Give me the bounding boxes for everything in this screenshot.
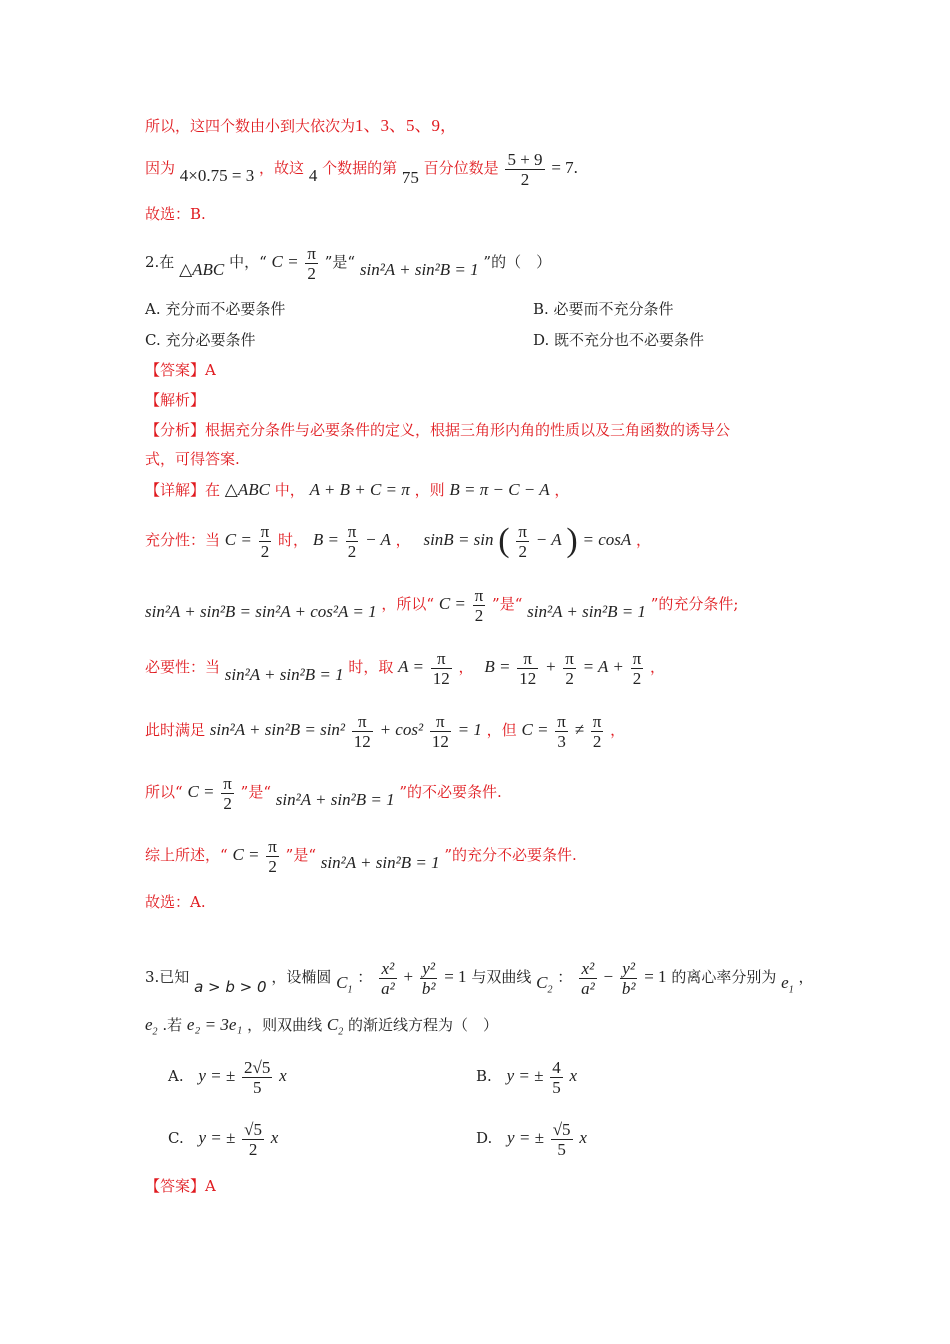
denominator: b² <box>421 978 436 998</box>
math-expr: sin²A + sin²B = 1 <box>275 790 395 809</box>
math-expr: + cos² <box>379 720 424 739</box>
text: ，设椭圆 <box>271 968 332 986</box>
text: ， <box>650 658 666 676</box>
fraction <box>555 712 568 751</box>
math-expr: sin²A + sin²B = 1 <box>359 260 479 279</box>
math-expr: x <box>279 1066 287 1085</box>
q2-analysis-tag: 【解析】 <box>145 391 206 409</box>
fraction <box>242 1120 264 1159</box>
numerator: x² <box>579 959 597 979</box>
numerator: y² <box>420 959 438 979</box>
text: ， <box>610 721 626 739</box>
numerator: π <box>352 712 373 732</box>
denominator: 5 <box>252 1077 262 1097</box>
text: 所以“ <box>145 783 183 801</box>
numerator: √5 <box>552 1119 571 1139</box>
denominator: 2 <box>347 541 357 561</box>
denominator: 2 <box>592 731 602 751</box>
math-expr: e <box>781 973 789 992</box>
math-expr: ≠ <box>574 720 584 739</box>
math-expr: − <box>603 967 614 986</box>
text: ， <box>798 968 814 986</box>
numerator: x² <box>379 959 397 979</box>
math-expr: sin²A + sin²B = 1 <box>224 665 344 684</box>
numerator: π <box>557 711 566 731</box>
fraction <box>620 959 638 998</box>
text: ”的充分条件; <box>650 595 739 613</box>
subscript: 2 <box>152 1026 158 1038</box>
denominator: 12 <box>431 731 449 751</box>
math-expr: C <box>326 1015 339 1034</box>
math-expr: y = ± <box>198 1128 236 1147</box>
q2-analysis-line-1: 【分析】根据充分条件与必要条件的定义，根据三角形内角的性质以及三角函数的诱导公 <box>145 421 731 439</box>
text: ： <box>557 968 573 986</box>
math-expr: sin²A + sin²B = 1 <box>527 602 646 621</box>
fraction <box>305 244 318 283</box>
fraction <box>242 1058 272 1097</box>
numerator: π <box>260 521 270 541</box>
prev-conclusion: 故选：B. <box>145 205 206 223</box>
text: 中，“ <box>229 253 267 271</box>
math-expr: sin²A + sin²B = sin²A + cos²A = 1 <box>145 602 377 621</box>
denominator: 2 <box>520 169 530 189</box>
prev-line-2 <box>145 148 578 189</box>
option-d[interactable]: D. 既不充分也不必要条件 <box>533 331 705 349</box>
subscript: 2 <box>338 1026 344 1038</box>
text: .若 <box>162 1016 183 1034</box>
q3-answer: 【答案】A <box>145 1177 216 1195</box>
math-expr: e₂ = 3e₁ <box>186 1015 243 1034</box>
q2-line-4 <box>145 580 738 628</box>
math-expr: sin²A + sin²B = 1 <box>320 853 440 872</box>
numerator: π <box>592 711 602 731</box>
numerator: π <box>565 648 574 668</box>
math-expr: C = <box>224 530 252 549</box>
text: 【详解】在 <box>145 481 221 499</box>
fraction <box>505 150 544 189</box>
math-expr: C <box>536 973 548 992</box>
numerator: π <box>307 243 316 263</box>
math-expr: + <box>403 967 414 986</box>
q3-stem-line-2 <box>145 1014 498 1043</box>
q2-therefore-line <box>145 768 502 816</box>
math-expr: C <box>336 973 348 992</box>
denominator: 3 <box>557 731 566 751</box>
text: 中， <box>274 481 305 499</box>
math-expr: 4 <box>308 166 318 185</box>
denominator: a² <box>581 978 595 998</box>
numerator: 2√5 <box>244 1057 271 1077</box>
text: ，所以“ <box>381 595 435 613</box>
math-expr: B = <box>484 657 511 676</box>
math-expr: C = <box>521 720 549 739</box>
q3-option-a[interactable] <box>168 1052 287 1100</box>
q2-detail-line <box>145 479 569 501</box>
text: ， <box>636 531 652 549</box>
text: ”的（ ） <box>483 253 552 271</box>
text: 的渐近线方程为（ ） <box>347 1016 498 1034</box>
text: ， <box>554 481 570 499</box>
fraction <box>221 774 234 813</box>
denominator: 2 <box>260 541 270 561</box>
paren-close: ) <box>566 522 578 559</box>
math-expr: a > b > 0 <box>194 978 267 996</box>
denominator: 2 <box>565 668 574 688</box>
option-c[interactable]: C. 充分必要条件 <box>145 331 256 349</box>
math-expr: A + B + C = π <box>309 480 410 499</box>
math-expr: y = ± <box>507 1128 544 1147</box>
math-expr: = 7. <box>551 158 578 177</box>
denominator: 5 <box>557 1139 566 1159</box>
q2-satisfy-line <box>145 706 625 754</box>
text: 与双曲线 <box>471 968 532 986</box>
numerator: π <box>632 648 642 668</box>
fraction <box>420 959 438 998</box>
text: ”的充分不必要条件. <box>444 846 577 864</box>
fraction <box>579 959 597 998</box>
math-expr: B = π − C − A <box>449 480 550 499</box>
denominator: 12 <box>519 668 537 688</box>
fraction <box>266 837 279 876</box>
text: ”是“ <box>492 595 523 613</box>
fraction <box>346 522 359 561</box>
text: 充分性：当 <box>145 531 221 549</box>
text: ： <box>357 968 373 986</box>
math-expr: − A <box>535 530 562 549</box>
fraction <box>379 959 397 998</box>
text: 时， <box>278 531 309 549</box>
math-expr: x <box>569 1066 578 1085</box>
q3-option-b[interactable] <box>476 1052 577 1100</box>
q2-summary-line <box>145 831 577 879</box>
math-expr: = cosA <box>582 530 632 549</box>
prev-numbers: 1、3、5、9， <box>355 116 458 135</box>
numerator: 5 + 9 <box>507 149 543 169</box>
math-expr: x <box>270 1128 279 1147</box>
q3-option-d[interactable] <box>476 1114 587 1162</box>
fraction <box>591 712 604 751</box>
numerator: √5 <box>244 1119 262 1139</box>
q2-answer: 【答案】A <box>145 361 216 379</box>
math-expr: = 1 <box>644 967 667 986</box>
fraction <box>259 522 272 561</box>
q2-stem <box>145 240 551 284</box>
math-expr: C = <box>187 782 215 801</box>
text: ，故这 <box>259 159 305 177</box>
text: ，但 <box>486 721 517 739</box>
denominator: 2 <box>632 668 642 688</box>
text: 百分位数是 <box>423 159 499 177</box>
numerator: π <box>347 521 357 541</box>
fraction <box>631 649 644 688</box>
math-expr: = 1 <box>457 720 482 739</box>
numerator: π <box>474 585 484 605</box>
denominator: 2 <box>248 1139 258 1159</box>
subscript: 1 <box>347 984 353 996</box>
numerator: π <box>517 649 538 669</box>
math-expr: A = <box>398 657 424 676</box>
math-expr: 4×0.75 = 3 <box>179 166 255 185</box>
text: ，则 <box>414 481 445 499</box>
denominator: 2 <box>307 263 316 283</box>
text: 3.已知 <box>145 968 190 986</box>
text: 综上所述，“ <box>145 846 228 864</box>
q2-necessity-line <box>145 643 665 691</box>
text: 2.在 <box>145 253 175 271</box>
denominator: 2 <box>268 856 277 876</box>
numerator: π <box>431 649 452 669</box>
denominator: a² <box>381 978 395 998</box>
q3-stem-line-1 <box>145 953 813 1008</box>
fraction <box>473 586 486 625</box>
triangle-abc: △ABC <box>179 260 225 279</box>
q3-option-c[interactable] <box>168 1114 278 1162</box>
text: 个数据的第 <box>322 159 398 177</box>
math-expr: sin²A + sin²B = sin² <box>209 720 346 739</box>
math-expr: C = <box>271 252 299 271</box>
text: ”是“ <box>285 846 317 864</box>
math-expr: y = ± <box>198 1066 236 1085</box>
numerator: π <box>430 712 451 732</box>
prev-text: 所以，这四个数由小到大依次为 <box>145 117 356 135</box>
math-expr: sinB = sin <box>423 530 494 549</box>
numerator: π <box>268 836 277 856</box>
option-label: B. <box>476 1067 492 1085</box>
fraction <box>430 712 451 751</box>
denominator: b² <box>621 978 636 998</box>
math-expr: C = <box>438 594 466 613</box>
text: ”是“ <box>240 783 272 801</box>
math-expr: = A + <box>582 657 624 676</box>
text: 此时满足 <box>145 721 206 739</box>
fraction <box>352 712 373 751</box>
fraction <box>517 649 538 688</box>
subscript: 1 <box>788 984 794 996</box>
math-expr: 75 <box>401 168 419 187</box>
option-a[interactable]: A. 充分而不必要条件 <box>145 300 286 318</box>
subscript: 2 <box>547 984 553 996</box>
option-label: C. <box>168 1129 184 1147</box>
prev-line-1 <box>145 116 457 136</box>
q2-sufficiency-line <box>145 516 651 565</box>
q2-conclusion: 故选：A. <box>145 893 206 911</box>
text: ，则双曲线 <box>247 1016 323 1034</box>
option-b[interactable]: B. 必要而不充分条件 <box>533 300 674 318</box>
math-expr: B = <box>312 530 339 549</box>
text: ， <box>395 531 411 549</box>
fraction <box>431 649 452 688</box>
paren-open: ( <box>498 522 510 559</box>
triangle-abc: △ABC <box>224 480 270 499</box>
text: 因为 <box>145 159 176 177</box>
fraction <box>551 1120 573 1159</box>
denominator: 5 <box>552 1077 561 1097</box>
text: ， <box>458 658 474 676</box>
fraction <box>516 522 529 561</box>
fraction <box>550 1058 563 1097</box>
text: 时，取 <box>348 658 394 676</box>
numerator: y² <box>620 959 638 979</box>
option-label: A. <box>168 1067 184 1085</box>
math-expr: y = ± <box>506 1066 544 1085</box>
math-expr: = 1 <box>444 967 467 986</box>
denominator: 12 <box>353 731 371 751</box>
math-expr: e <box>145 1015 153 1034</box>
text: 必要性：当 <box>145 658 221 676</box>
denominator: 2 <box>474 605 484 625</box>
math-expr: x <box>579 1128 587 1147</box>
numerator: 4 <box>552 1057 561 1077</box>
text: ”的不必要条件. <box>399 783 502 801</box>
denominator: 2 <box>518 541 527 561</box>
math-expr: + <box>545 657 557 676</box>
text: 的离心率分别为 <box>671 968 777 986</box>
numerator: π <box>223 773 232 793</box>
denominator: 12 <box>432 668 450 688</box>
denominator: 2 <box>223 793 232 813</box>
fraction <box>563 649 576 688</box>
numerator: π <box>518 521 527 541</box>
math-expr: C = <box>232 845 260 864</box>
q2-analysis-line-2: 式，可得答案. <box>145 450 240 468</box>
option-label: D. <box>476 1129 493 1147</box>
math-expr: − A <box>365 530 391 549</box>
text: ”是“ <box>324 253 356 271</box>
